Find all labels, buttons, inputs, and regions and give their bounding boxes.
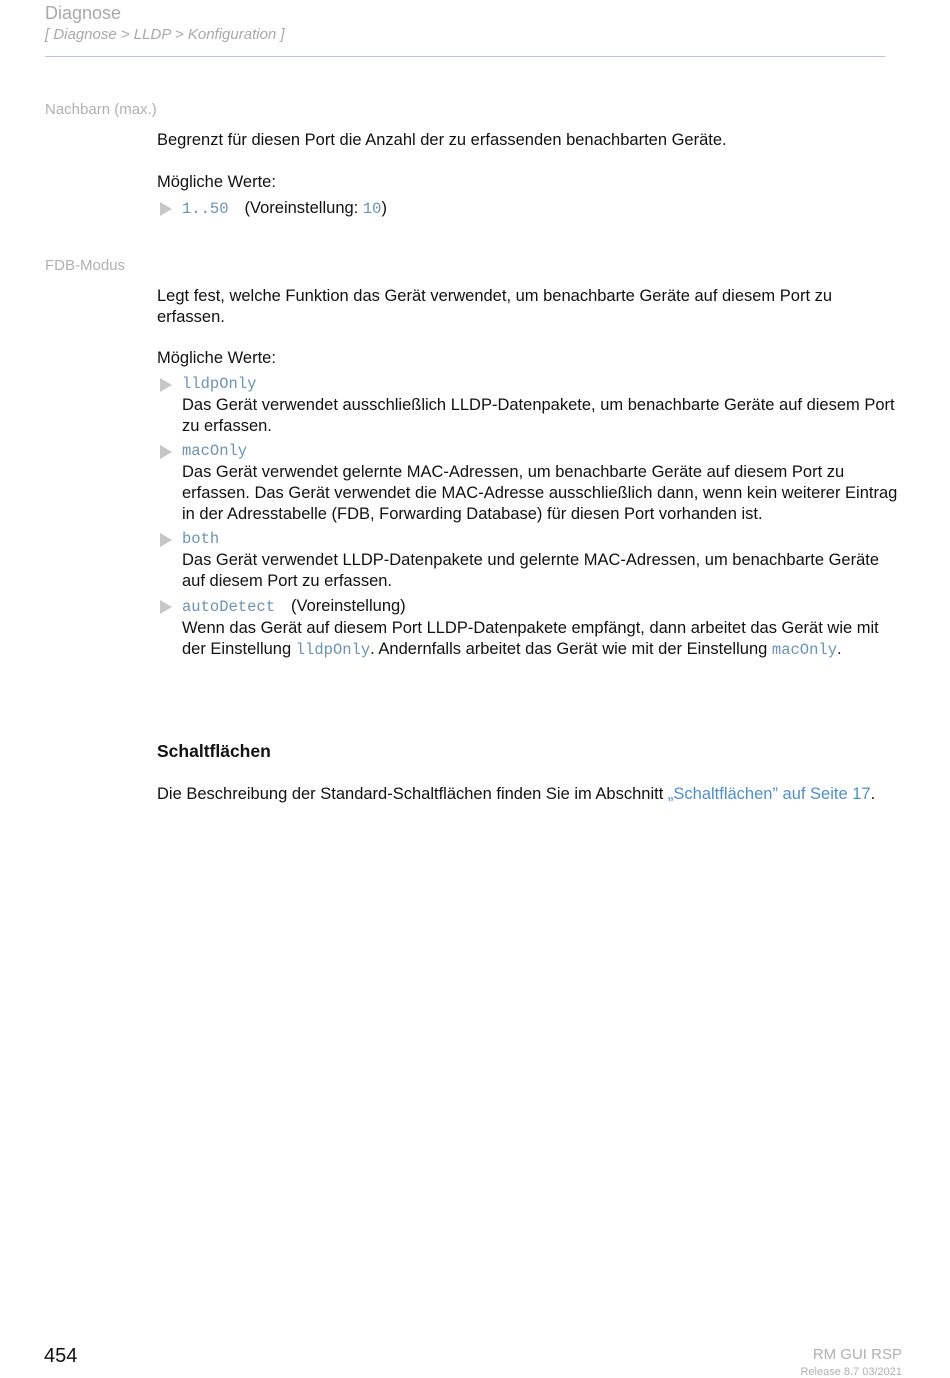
value-description-part: Wenn das Gerät auf diesem Port LLDP-Datenpakete empfängt, dann arbeitet das Gerät wie mit der Einstellung: [182, 619, 879, 658]
param-description-fdb-modus: Legt fest, welche Funktion das Gerät verwendet, um benachbarte Geräte auf diesem Port zu erfassen.: [157, 287, 833, 326]
value-description-part: .: [837, 640, 842, 658]
value-description-part: . Andernfalls arbeitet das Gerät wie mit der Einstellung: [370, 640, 772, 658]
list-item: [157, 596, 905, 661]
value-code: lldpOnly: [182, 375, 257, 393]
bullet-triangle-icon: [160, 202, 172, 216]
value-description: [182, 618, 905, 661]
breadcrumb: [ Diagnose > LLDP > Konfiguration ]: [45, 26, 285, 43]
cross-reference-link[interactable]: „Schaltflächen” auf Seite 17: [667, 785, 871, 803]
list-item: [157, 441, 905, 525]
list-item: [157, 198, 905, 220]
inline-code: macOnly: [771, 641, 838, 659]
footer-release: Release 8.7 03/2021: [800, 1366, 902, 1378]
value-code: autoDetect: [182, 598, 276, 616]
section-text-prefix: Die Beschreibung der Standard-Schaltflächen finden Sie im Abschnitt: [157, 785, 668, 803]
param-description-nachbarn: Begrenzt für diesen Port die Anzahl der zu erfassenden benachbarten Geräte.: [157, 131, 727, 149]
values-list-fdb-modus: [157, 374, 905, 665]
value-code: 1..50: [182, 200, 229, 218]
param-label-fdb-modus: FDB-Modus: [45, 257, 126, 274]
value-note: (Voreinstellung): [291, 597, 406, 615]
list-item: [157, 529, 905, 592]
bullet-triangle-icon: [160, 600, 172, 614]
page-number: 454: [44, 1345, 78, 1367]
value-note-code: 10: [362, 200, 382, 218]
values-heading-fdb-modus: Mögliche Werte:: [157, 349, 276, 367]
value-description: Das Gerät verwendet ausschließlich LLDP-Datenpakete, um benachbarte Geräte auf diesem Port zu erfassen.: [182, 396, 895, 435]
value-note-suffix: ): [381, 199, 387, 217]
value-description: Das Gerät verwendet LLDP-Datenpakete und gelernte MAC-Adressen, um benachbarte Geräte auf diesem Port zu erfassen.: [182, 551, 880, 590]
value-note-prefix: (Voreinstellung:: [244, 199, 363, 217]
section-heading: Schaltflächen: [157, 741, 271, 761]
list-item: [157, 374, 905, 437]
page-header-title: Diagnose: [45, 3, 122, 23]
inline-code: lldpOnly: [295, 641, 371, 659]
values-heading-nachbarn: Mögliche Werte:: [157, 173, 276, 191]
values-list-nachbarn: [157, 198, 905, 224]
section-text-suffix: .: [870, 785, 876, 803]
value-code: both: [182, 530, 220, 548]
section-paragraph: [157, 784, 902, 805]
param-label-nachbarn: Nachbarn (max.): [45, 101, 157, 118]
bullet-triangle-icon: [160, 533, 172, 547]
header-divider: [45, 56, 885, 57]
bullet-triangle-icon: [160, 378, 172, 392]
bullet-triangle-icon: [160, 445, 172, 459]
value-description: Das Gerät verwendet gelernte MAC-Adressen, um benachbarte Geräte auf diesem Port zu erfassen. Das Gerät verwendet die MAC-Adresse ausschließlich dann, wenn kein weiterer Eintrag in der Adresstabelle (FDB, Forwarding Database) für diesen Port vorhanden ist.: [182, 463, 898, 523]
footer-product: RM GUI RSP: [812, 1346, 902, 1363]
value-code: macOnly: [182, 442, 248, 460]
